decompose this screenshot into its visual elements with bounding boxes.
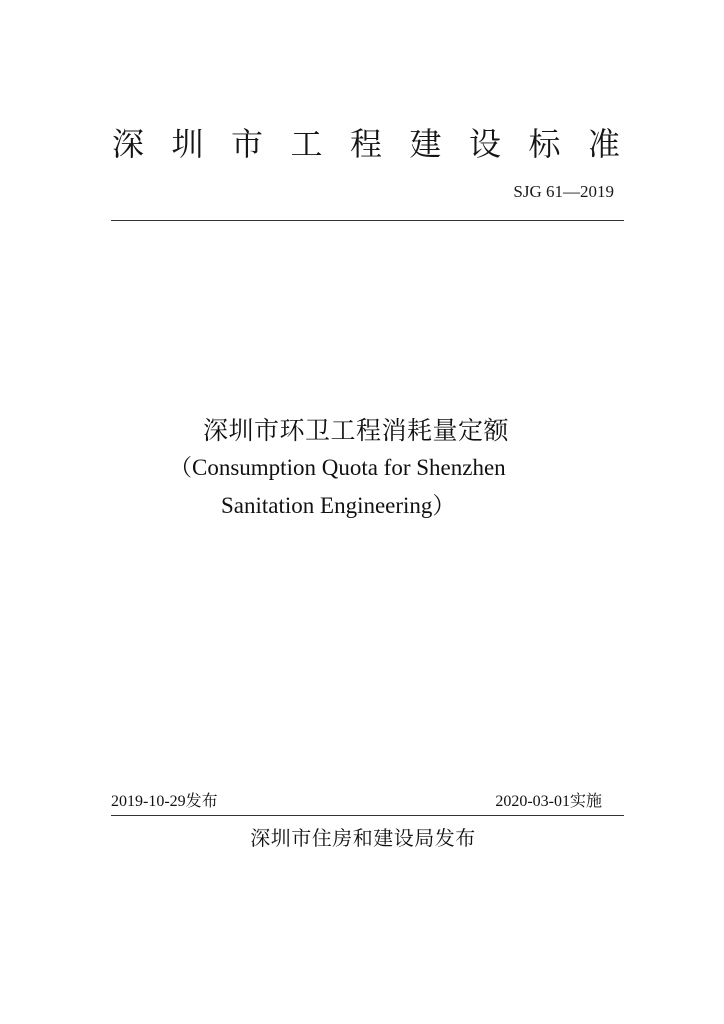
series-title-char: 程: [349, 125, 382, 163]
series-title-char: 圳: [171, 125, 204, 163]
bottom-divider: [111, 815, 624, 816]
issue-date: 2019-10-29发布: [111, 793, 218, 810]
series-title-char: 标: [528, 125, 561, 163]
series-title-char: 设: [468, 125, 501, 163]
document-title-english-line-2: Sanitation Engineering）: [221, 493, 456, 518]
series-title-char: 建: [409, 125, 442, 163]
series-title-char: 工: [290, 125, 323, 163]
series-title-char: 市: [230, 125, 263, 163]
standard-code: SJG 61—2019: [513, 182, 614, 201]
document-title-chinese: 深圳市环卫工程消耗量定额: [203, 416, 510, 445]
publisher-line: 深圳市住房和建设局发布: [250, 826, 476, 850]
series-title-char: 深: [111, 125, 144, 163]
effective-date: 2020-03-01实施: [495, 793, 602, 810]
document-title-english-line-1: （Consumption Quota for Shenzhen: [169, 455, 506, 480]
top-divider: [111, 220, 624, 221]
standard-series-title: [111, 122, 621, 166]
series-title-char: 准: [587, 125, 620, 163]
